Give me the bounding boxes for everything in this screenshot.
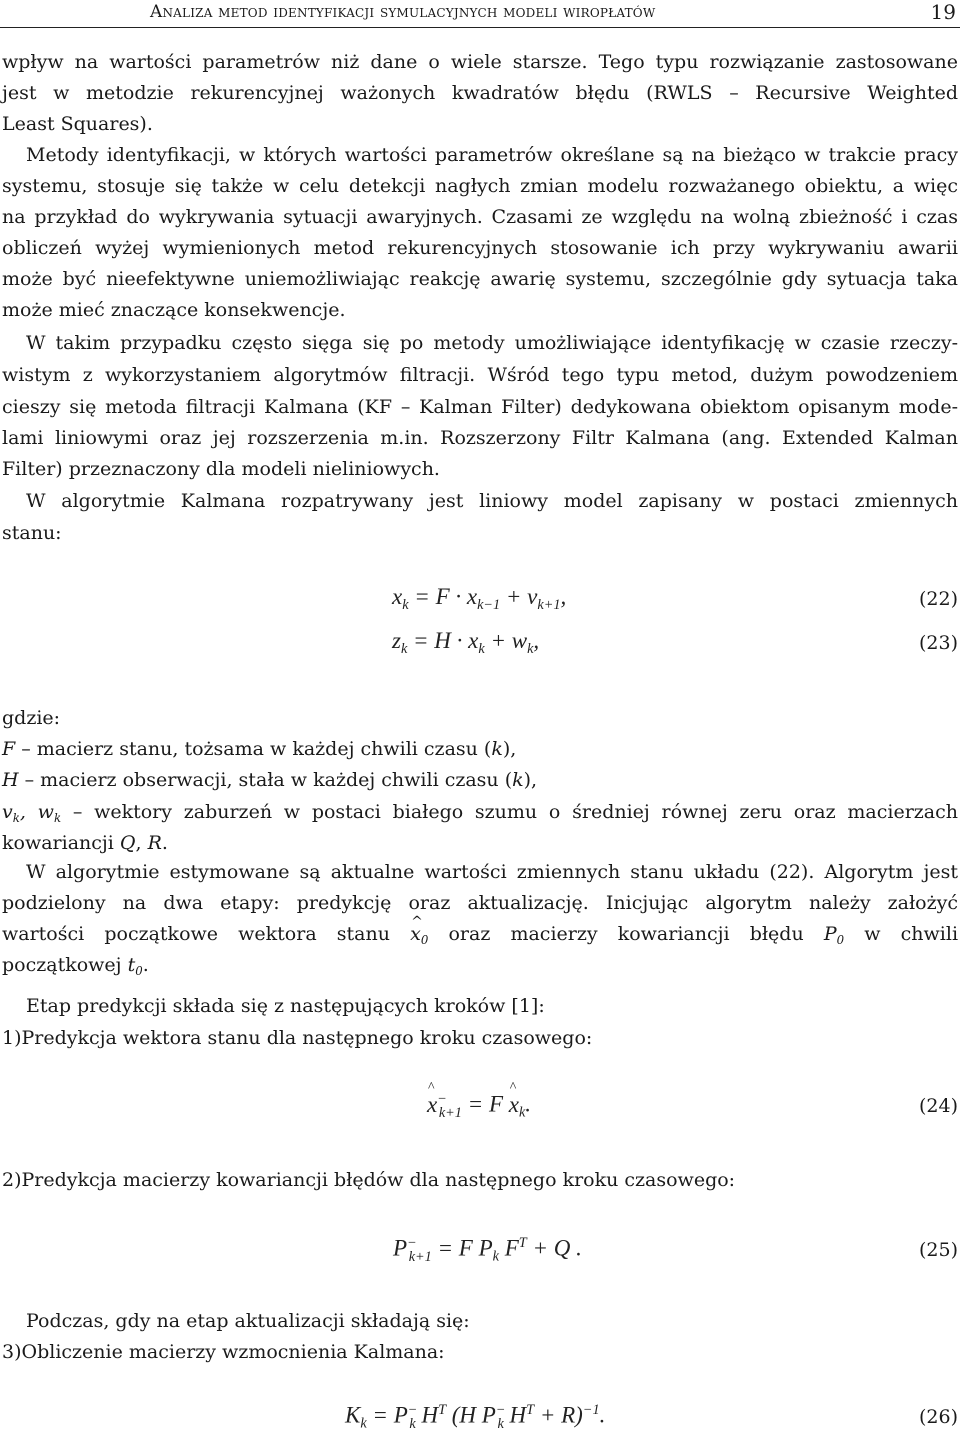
header-rule (0, 27, 960, 28)
running-title: Analiza metod identyfikacji symulacyjnych modeli wiropłatów (150, 2, 656, 22)
text-line: jest w metodzie rekurencyjnej ważonych kwadratów błędu (RWLS – Recursive Weighted (2, 82, 958, 104)
symbol-t0: $t_0$ (127, 954, 143, 979)
symbol-vk-wk: $v_k$, $w_k$ (2, 801, 62, 826)
symbol: R (147, 832, 162, 854)
text-line: gdzie: (2, 707, 61, 729)
definition-text: – macierz stanu, tożsama w każdej chwili czasu ( (15, 738, 492, 760)
step-2: 2)Predykcja macierzy kowariancji błędów dla następnego kroku czasowego: (2, 1169, 736, 1191)
definition-text: , (135, 832, 148, 854)
text-line: na przykład do wykrywania sytuacji awaryjnych. Czasami ze względu na wolną zbieżność i czas (2, 206, 958, 228)
text-segment: początkowej (2, 954, 128, 976)
running-header (0, 0, 960, 28)
text-segment: oraz macierzy kowariancji błędu (448, 923, 804, 945)
text-line: może mieć znaczące konsekwencje. (2, 299, 346, 321)
equation-24: ^ $x^-_{k+1} = F$ ^ $x_k$. (427, 1091, 531, 1122)
text-line: Metody identyfikacji, w których wartości parametrów określane są na bieżąco w trakcie pracy (26, 144, 958, 166)
text-line: może być nieefektywne uniemożliwiając reakcję awarię systemu, szczególnie gdy sytuacja taka (2, 268, 958, 290)
equation-number: (24) (918, 1095, 958, 1117)
text-line: wistym z wykorzystaniem algorytmów filtracji. Wśród tego typu metod, dużym powodzeniem (2, 364, 958, 386)
definition-kowariancji (2, 828, 168, 858)
equation-25: $P^-_{k+1} = F$ $P_k$ $F^T + Q$ . (393, 1235, 582, 1265)
text-line: systemu, stosuje się także w celu detekcji nagłych zmian modelu rozważanego obiektu, a więc (2, 175, 958, 197)
equation-number: (25) (918, 1239, 958, 1261)
page-number: 19 (930, 0, 956, 24)
symbol-x0-hat: ^ $x_0$ (410, 923, 428, 945)
text-segment: w chwili (864, 923, 959, 945)
definition-text: ), (502, 738, 517, 760)
definition-text: – wektory zaburzeń w postaci białego szumu o średniej równej zeru oraz macierzach (61, 801, 958, 823)
text-line-with-symbols (2, 950, 149, 986)
equation-number: (26) (918, 1406, 958, 1428)
text-line: Etap predykcji składa się z następujących kroków [1]: (26, 995, 545, 1017)
text-line: W algorytmie estymowane są aktualne wartości zmiennych stanu układu (22). Algorytm jest (26, 861, 958, 883)
symbol: F (2, 738, 16, 760)
text-line: lami liniowymi oraz jej rozszerzenia m.in. Rozszerzony Filtr Kalmana (ang. Extended Kalman (2, 427, 958, 449)
symbol: k (491, 738, 503, 760)
equation-23: $z_k = H \cdot x_k + w_k$, (392, 628, 540, 657)
text-line: wpływ na wartości parametrów niż dane o wiele starsze. Tego typu rozwiązanie zastosowane (2, 51, 958, 73)
text-line: W algorytmie Kalmana rozpatrywany jest liniowy model zapisany w postaci zmiennych (26, 490, 958, 512)
equation-number: (23) (918, 632, 958, 654)
text-line: cieszy się metoda filtracji Kalmana (KF – Kalman Filter) dedykowana obiektom opisanym mode- (2, 396, 958, 418)
equation-number: (22) (918, 588, 958, 610)
definition-text: . (161, 832, 168, 854)
definition-text: kowariancji (2, 832, 120, 854)
definition-H (2, 765, 537, 795)
text-line: Podczas, gdy na etap aktualizacji składają się: (26, 1310, 470, 1332)
symbol: H (2, 769, 19, 791)
definition-text: ), (523, 769, 538, 791)
step-3: 3)Obliczenie macierzy wzmocnienia Kalmana: (2, 1341, 445, 1363)
symbol: Q (119, 832, 136, 854)
step-1: 1)Predykcja wektora stanu dla następnego kroku czasowego: (2, 1027, 593, 1049)
text-segment: . (142, 954, 149, 976)
symbol: k (512, 769, 524, 791)
text-segment: wartości początkowe wektora stanu (2, 923, 390, 945)
text-line: stanu: (2, 522, 62, 544)
equation-22: $x_k = F \cdot x_{k-1} + v_{k+1}$, (392, 584, 567, 613)
text-line: Filter) przeznaczony dla modeli nieliniowych. (2, 458, 440, 480)
symbol-P0: $P_0$ (823, 923, 845, 948)
text-line: Least Squares). (2, 113, 153, 135)
text-line: obliczeń wyżej wymienionych metod rekurencyjnych stosowanie ich przy wykrywaniu awarii (2, 237, 958, 259)
text-line: podzielony na dwa etapy: predykcję oraz aktualizację. Inicjując algorytm należy założyć (2, 892, 958, 914)
definition-text: – macierz obserwacji, stała w każdej chwili czasu ( (18, 769, 513, 791)
definition-F (2, 734, 516, 764)
text-line: W takim przypadku często sięga się po metody umożliwiające identyfikację w czasie rzeczy- (26, 332, 958, 354)
equation-26: $K_k = P^-_k$ $H^T$ (H $P^-_k$ $H^T + R)^{-1}$. (345, 1402, 606, 1432)
